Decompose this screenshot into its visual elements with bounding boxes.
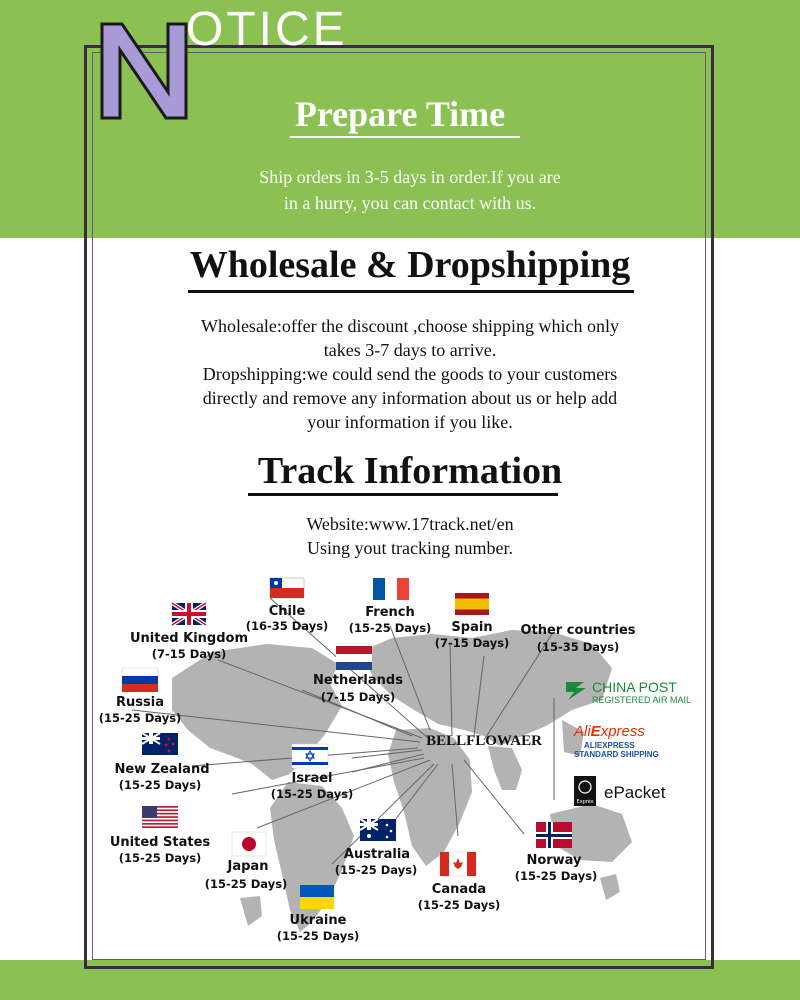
- svg-text:(15-25 Days): (15-25 Days): [514, 869, 598, 883]
- svg-text:AliExpress: AliExpress: [574, 723, 645, 740]
- svg-text:REGISTERED AIR MAIL: REGISTERED AIR MAIL: [592, 695, 692, 705]
- flag-chile-icon: [270, 578, 304, 598]
- wholesale-title: Wholesale & Dropshipping: [189, 244, 631, 286]
- track-description: [150, 512, 670, 560]
- track-title: Track Information: [257, 450, 563, 492]
- wholesale-line: Dropshipping:we could send the goods to your customers: [202, 364, 618, 384]
- wholesale-line: Wholesale:offer the discount ,choose shipping which only: [200, 316, 620, 336]
- svg-text:Ukraine: Ukraine: [289, 913, 347, 928]
- country-russia: [99, 695, 182, 725]
- svg-text:(7-15 Days): (7-15 Days): [434, 636, 510, 650]
- wholesale-description: [150, 314, 670, 434]
- wholesale-line: takes 3-7 days to arrive.: [323, 340, 497, 360]
- svg-text:Netherlands: Netherlands: [313, 673, 403, 688]
- svg-text:Norway: Norway: [526, 853, 582, 868]
- svg-text:ALIEXPRESS: ALIEXPRESS: [584, 741, 635, 750]
- prepare-time-text: [200, 164, 620, 216]
- svg-text:(7-15 Days): (7-15 Days): [320, 690, 396, 704]
- flag-spain-icon: [455, 593, 489, 615]
- country-chile: [246, 604, 329, 633]
- prepare-text-line: in a hurry, you can contact with us.: [283, 193, 537, 213]
- flag-uk-icon: [172, 603, 206, 625]
- notice-n-logo: [96, 20, 192, 122]
- country-ukraine: [277, 913, 360, 943]
- svg-text:Israel: Israel: [291, 771, 333, 786]
- track-using: Using yout tracking number.: [307, 538, 513, 558]
- hub-label: BELLFLOWAER: [426, 733, 542, 749]
- flag-japan-icon: [232, 832, 266, 856]
- flag-netherlands-icon: [336, 646, 372, 670]
- svg-text:(15-25 Days): (15-25 Days): [204, 877, 288, 891]
- flag-france-icon: [373, 578, 409, 600]
- wholesale-line: directly and remove any information about us or help add: [202, 388, 618, 408]
- svg-text:(7-15 Days): (7-15 Days): [151, 647, 227, 661]
- flag-ukraine-icon: [300, 885, 334, 909]
- epacket-logo: [574, 776, 666, 806]
- svg-text:Japan: Japan: [227, 859, 269, 874]
- prepare-time-title: Prepare Time: [294, 94, 506, 134]
- track-title-underline: [248, 493, 558, 496]
- svg-text:French: French: [365, 605, 415, 620]
- svg-text:Chile: Chile: [268, 604, 306, 619]
- svg-text:Canada: Canada: [431, 882, 487, 897]
- country-united-states: [110, 835, 211, 865]
- svg-text:ePacket: ePacket: [604, 783, 666, 802]
- notice-heading-text: OTICE: [186, 3, 348, 56]
- svg-text:(15-25 Days): (15-25 Days): [417, 898, 501, 912]
- svg-text:(15-35 Days): (15-35 Days): [536, 640, 620, 654]
- country-japan: [205, 859, 288, 891]
- flag-canada-icon: [440, 852, 476, 876]
- flag-new-zealand-icon: [142, 733, 178, 755]
- country-french: [349, 605, 432, 635]
- track-website[interactable]: Website:www.17track.net/en: [306, 514, 514, 534]
- svg-text:(15-25 Days): (15-25 Days): [334, 863, 418, 877]
- country-australia: [335, 847, 418, 877]
- svg-text:(15-25 Days): (15-25 Days): [118, 851, 202, 865]
- svg-text:(16-35 Days): (16-35 Days): [245, 619, 329, 633]
- prepare-title-underline: [290, 136, 520, 138]
- svg-text:(15-25 Days): (15-25 Days): [118, 778, 202, 792]
- flag-australia-icon: [360, 819, 396, 841]
- svg-text:Exprès: Exprès: [576, 799, 594, 805]
- svg-text:STANDARD SHIPPING: STANDARD SHIPPING: [574, 750, 659, 759]
- svg-text:Russia: Russia: [116, 695, 164, 710]
- svg-text:(15-25 Days): (15-25 Days): [98, 711, 182, 725]
- wholesale-line: your information if you like.: [307, 412, 513, 432]
- svg-text:Spain: Spain: [451, 620, 493, 635]
- svg-text:United States: United States: [109, 835, 211, 850]
- svg-text:(15-25 Days): (15-25 Days): [270, 787, 354, 801]
- svg-text:(15-25 Days): (15-25 Days): [276, 929, 360, 943]
- svg-text:New Zealand: New Zealand: [114, 762, 210, 777]
- svg-text:Other countries: Other countries: [520, 623, 636, 638]
- wholesale-title-underline: [188, 290, 634, 293]
- svg-text:United Kingdom: United Kingdom: [129, 631, 249, 646]
- aliexpress-logo: [573, 723, 659, 759]
- svg-text:N: N: [96, 20, 97, 21]
- country-canada: [418, 882, 501, 912]
- svg-text:(15-25 Days): (15-25 Days): [348, 621, 432, 635]
- flag-israel-icon: [292, 744, 328, 768]
- flag-usa-icon: [142, 806, 178, 828]
- shipping-map: [92, 560, 706, 960]
- country-new-zealand: [114, 762, 209, 792]
- prepare-text-line: Ship orders in 3-5 days in order.If you are: [259, 167, 561, 187]
- svg-text:CHINA POST: CHINA POST: [592, 679, 677, 695]
- svg-text:Australia: Australia: [343, 847, 411, 862]
- flag-norway-icon: [536, 822, 572, 848]
- flag-russia-icon: [122, 668, 158, 692]
